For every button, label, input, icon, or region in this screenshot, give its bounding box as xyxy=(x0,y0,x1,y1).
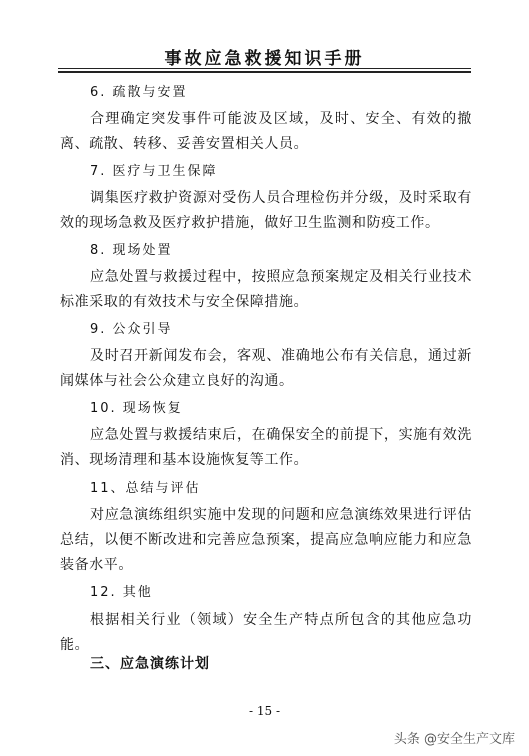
section-body-11: 对应急演练组织实施中发现的问题和应急演练效果进行评估总结，以便不断改进和完善应急预案，提高应急响应能力和应急装备水平。 xyxy=(60,507,472,573)
section-body-12: 根据相关行业（领域）安全生产特点所包含的其他应急功能。 xyxy=(60,612,472,653)
section-heading-10: 10. 现场恢复 xyxy=(90,401,183,416)
section-body-10: 应急处置与救援结束后，在确保安全的前提下，实施有效洗消、现场清理和基本设施恢复等工作。 xyxy=(60,427,472,468)
section-heading-8: 8. 现场处置 xyxy=(90,243,173,258)
section-heading-9: 9. 公众引导 xyxy=(90,322,173,337)
header-divider xyxy=(58,68,471,69)
section-heading-11: 11、总结与评估 xyxy=(90,481,201,496)
page-number: - 15 - xyxy=(248,704,280,718)
page-header-title: 事故应急救援知识手册 xyxy=(164,49,365,69)
section-heading-12: 12. 其他 xyxy=(90,585,153,600)
section-body-9: 及时召开新闻发布会，客观、准确地公布有关信息，通过新闻媒体与社会公众建立良好的沟通。 xyxy=(60,348,472,389)
header-divider-thick xyxy=(58,71,471,73)
section-body-8: 应急处置与救援过程中，按照应急预案规定及相关行业技术标准采取的有效技术与安全保障措施。 xyxy=(60,269,472,310)
section-body-6: 合理确定突发事件可能波及区域，及时、安全、有效的撤离、疏散、转移、妥善安置相关人员。 xyxy=(60,111,472,152)
source-watermark: 头条 @安全生产文库 xyxy=(393,732,515,747)
section-heading-7: 7. 医疗与卫生保障 xyxy=(90,164,218,179)
section-heading-6: 6. 疏散与安置 xyxy=(90,85,188,100)
chapter-heading: 三、应急演练计划 xyxy=(90,656,210,672)
section-body-7: 调集医疗救护资源对受伤人员合理检伤并分级，及时采取有效的现场急救及医疗救护措施，做好卫生监测和防疫工作。 xyxy=(60,190,472,231)
